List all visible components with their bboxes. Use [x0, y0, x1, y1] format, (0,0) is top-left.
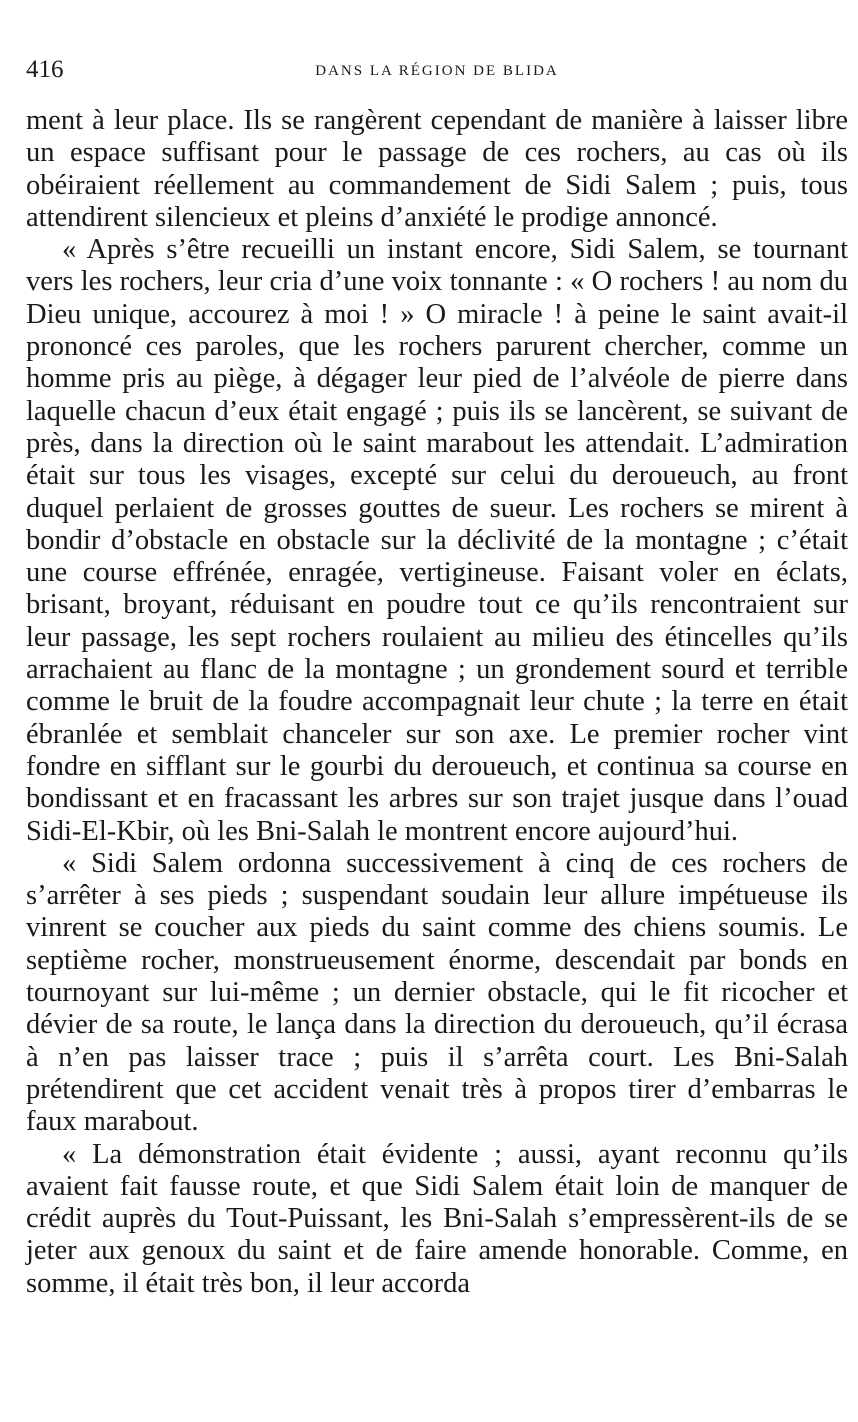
body-text [26, 105, 848, 1300]
paragraph-demonstration: « La démonstration était évidente ; aussi, ayant reconnu qu’ils avaient fait fausse route, et que Sidi Salem était loin de manquer de crédit auprès du Tout-Puissant, les Bni-Salah s’empressèrent-ils de se jeter aux genoux du saint et de faire amende honorable. Comme, en somme, il était très bon, il leur accorda [26, 1138, 848, 1299]
paragraph-continuation: ment à leur place. Ils se rangèrent cependant de manière à laisser libre un espace suffisant pour le passage de ces rochers, au cas où ils obéiraient réellement au commandement de Sidi Salem ; puis, tous attendirent silencieux et pleins d’anxiété le prodige annoncé. [26, 105, 848, 233]
page-header [26, 55, 848, 87]
running-title: DANS LA RÉGION DE BLIDA [315, 63, 559, 79]
page-number: 416 [26, 56, 64, 83]
paragraph-seventh-rock: « Sidi Salem ordonna successivement à cinq de ces rochers de s’arrêter à ses pieds ; suspendant soudain leur allure impétueuse ils vinrent se coucher aux pieds du saint comme des chiens soumis. Le septième rocher, monstrueusement énorme, descendait par bonds en tournoyant sur lui-même ; un dernier obstacle, qui le fit ricocher et dévier de sa route, le lança dans la direction du deroueuch, qu’il écrasa à n’en pas laisser trace ; puis il s’arrêta court. Les Bni-Salah prétendirent que cet accident venait très à propos tirer d’embarras le faux marabout. [26, 847, 848, 1138]
paragraph-rocks-summoned: « Après s’être recueilli un instant encore, Sidi Salem, se tournant vers les rochers, leur cria d’une voix tonnante : « O rochers ! au nom du Dieu unique, accourez à moi ! » O miracle ! à peine le saint avait-il prononcé ces paroles, que les rochers parurent chercher, comme un homme pris au piège, à dégager leur pied de l’alvéole de pierre dans laquelle chacun d’eux était engagé ; puis ils se lancèrent, se suivant de près, dans la direction où le saint marabout les attendait. L’admiration était sur tous les visages, excepté sur celui du deroueuch, au front duquel perlaient de grosses gouttes de sueur. Les rochers se mirent à bondir d’obstacle en obstacle sur la déclivité de la montagne ; c’était une course effrénée, enragée, vertigineuse. Faisant voler en éclats, brisant, broyant, réduisant en poudre tout ce qu’ils rencontraient sur leur passage, les sept rochers roulaient au milieu des étincelles qu’ils arrachaient au flanc de la montagne ; un grondement sourd et terrible comme le bruit de la foudre accompagnait leur chute ; la terre en était ébranlée et semblait chanceler sur son axe. Le premier rocher vint fondre en sifflant sur le gourbi du deroueuch, et continua sa course en bondissant et en fracassant les arbres sur son trajet jusque dans l’ouad Sidi-El-Kbir, où les Bni-Salah le montrent encore aujourd’hui. [26, 234, 848, 847]
